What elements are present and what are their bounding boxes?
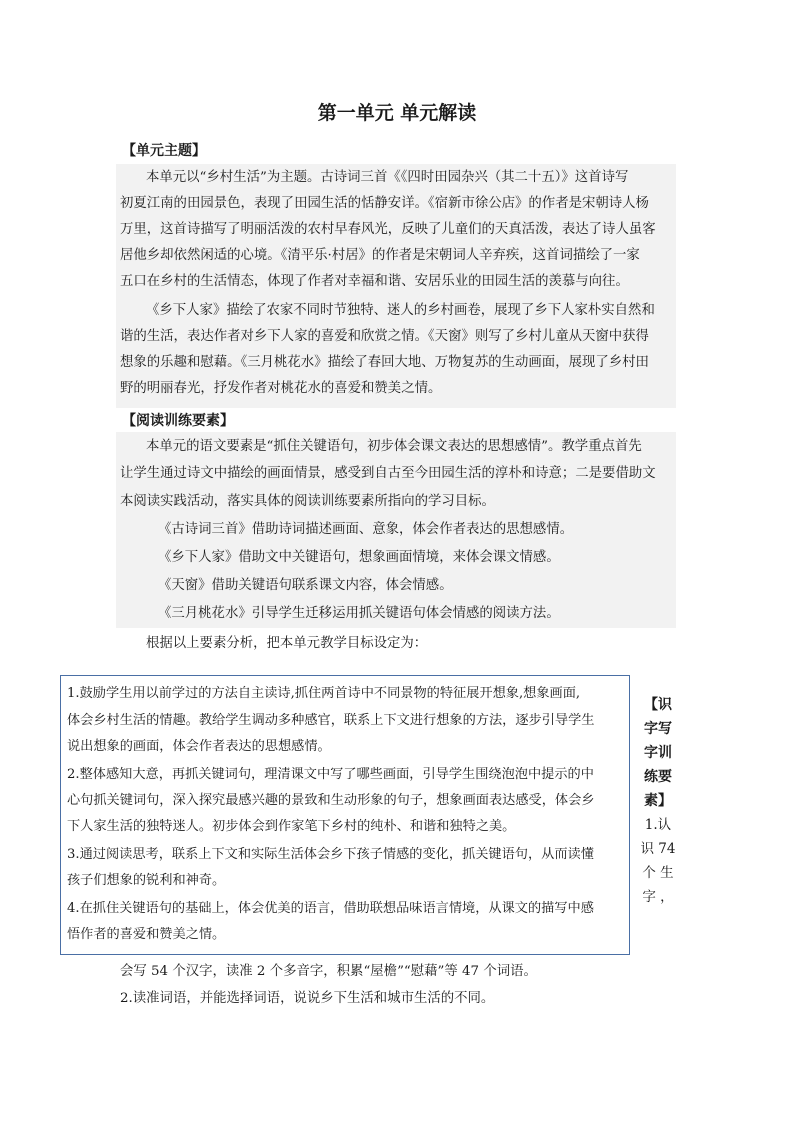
bottom-line: 2.读准词语，并能选择词语，说说乡下生活和城市生活的不同。	[120, 991, 495, 1006]
theme-line: 本单元以“乡村生活”为主题。古诗词三首《《四时田园杂兴（其二十五）》这首诗写	[146, 170, 629, 185]
goal-line: 悟作者的喜爱和赞美之情。	[67, 927, 226, 942]
side-heading-char: 【识	[644, 697, 672, 713]
goal-line: 孩子们想象的锐利和神奇。	[67, 873, 226, 888]
goal-line: 说出想象的画面，体会作者表达的思想感情。	[67, 739, 331, 754]
teaching-goals-box	[60, 675, 630, 955]
goal-line: 1.鼓励学生用以前学过的方法自主读诗,抓住两首诗中不同景物的特征展开想象,想象画面,	[67, 686, 581, 701]
reading-line: 《三月桃花水》引导学生迁移运用抓关键语句体会情感的阅读方法。	[158, 606, 560, 621]
side-heading-char: 字写	[644, 721, 672, 737]
goal-line: 下人家生活的独特迷人。初步体会到作家笔下乡村的纯朴、和谐和独特之美。	[67, 819, 516, 834]
side-text-char: 字 ，	[642, 889, 674, 905]
reading-line: 让学生通过诗文中描绘的画面情景，感受到自古至今田园生活的淳朴和诗意；二是要借助文	[120, 466, 656, 481]
section-heading-theme: 【单元主题】	[122, 143, 206, 159]
theme-line: 《乡下人家》描绘了农家不同时节独特、迷人的乡村画卷，展现了乡下人家朴实自然和	[146, 303, 655, 318]
goal-line: 3.通过阅读思考，联系上下文和实际生活体会乡下孩子情感的变化，抓关键语句，从而读懂	[67, 847, 594, 862]
theme-line: 居他乡却依然闲适的心境。《清平乐·村居》的作者是宋朝词人辛弃疾，这首词描绘了一家	[120, 248, 640, 263]
side-heading-char: 练要	[644, 769, 672, 785]
theme-line: 谐的生活，表达作者对乡下人家的喜爱和欣赏之情。《天窗》则写了乡村儿童从天窗中获得	[120, 329, 649, 344]
reading-line: 《乡下人家》借助文中关键语句，想象画面情境，来体会课文情感。	[158, 550, 560, 565]
goal-line: 体会乡村生活的情趣。教给学生调动多种感官，联系上下文进行想象的方法，逐步引导学生	[67, 713, 595, 728]
page-title: 第一单元 单元解读	[317, 102, 477, 124]
theme-line: 万里，这首诗描写了明丽活泼的农村早春风光，反映了儿童们的天真活泼，表达了诗人虽客	[120, 222, 656, 237]
side-column	[640, 693, 676, 909]
goal-line: 心句抓关键词句，深入探究最感兴趣的景致和生动形象的句子，想象画面表达感受，体会乡	[67, 793, 595, 808]
side-text-char: 个 生	[642, 865, 674, 881]
theme-line: 五口在乡村的生活情态，体现了作者对幸福和谐、安居乐业的田园生活的羡慕与向往。	[120, 274, 629, 289]
reading-line: 本单元的语文要素是“抓住关键语句，初步体会课文表达的思想感情”。教学重点首先	[146, 439, 642, 454]
bottom-line: 会写 54 个汉字，读准 2 个多音字，积累“屋檐”“慰藉”等 47 个词语。	[120, 964, 537, 979]
theme-line: 野的明丽春光，抒发作者对桃花水的喜爱和赞美之情。	[120, 381, 442, 396]
reading-line: 根据以上要素分析，把本单元教学目标设定为：	[146, 636, 428, 651]
theme-line: 想象的乐趣和慰藉。《三月桃花水》描绘了春回大地、万物复苏的生动画面，展现了乡村田	[120, 355, 649, 370]
reading-line: 《古诗词三首》借助诗词描述画面、意象，体会作者表达的思想感情。	[158, 522, 574, 537]
section-heading-reading: 【阅读训练要素】	[122, 413, 234, 429]
side-heading-char: 素】	[644, 793, 672, 809]
theme-line: 初夏江南的田园景色，表现了田园生活的恬静安详。《宿新市徐公店》的作者是宋朝诗人杨	[120, 196, 649, 211]
side-heading-char: 字训	[644, 745, 672, 761]
side-text-char: 识 74	[640, 841, 676, 857]
goal-line: 2.整体感知大意，再抓关键词句，理清课文中写了哪些画面，引导学生围绕泡泡中提示的中	[67, 767, 594, 782]
side-text-char: 1.认	[644, 817, 672, 833]
reading-line: 《天窗》借助关键语句联系课文内容，体会情感。	[158, 578, 453, 593]
reading-line: 本阅读实践活动，落实具体的阅读训练要素所指向的学习目标。	[120, 494, 495, 509]
goal-line: 4.在抓住关键语句的基础上，体会优美的语言，借助联想品味语言情境，从课文的描写中感	[67, 901, 594, 916]
